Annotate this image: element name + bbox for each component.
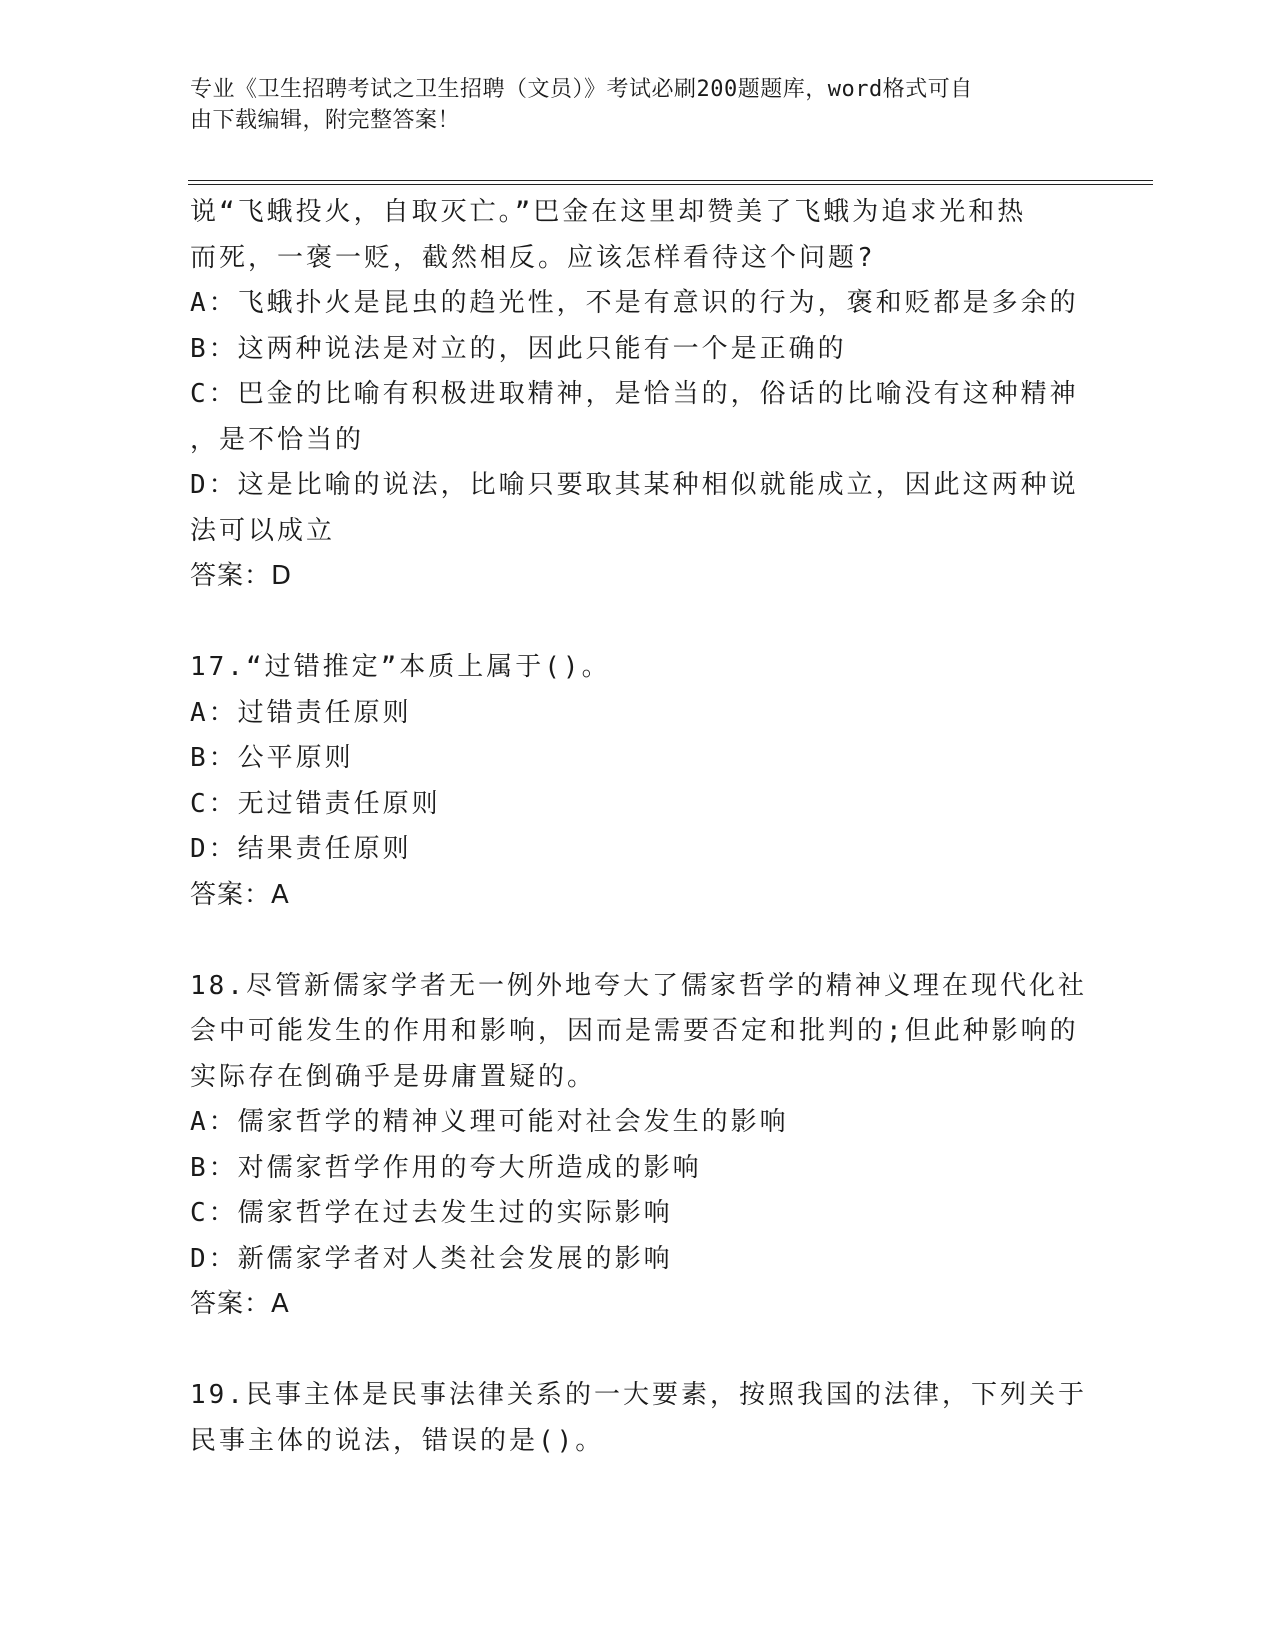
option-b: B：对儒家哲学作用的夸大所造成的影响 [190, 1152, 702, 1183]
header-line: 专业《卫生招聘考试之卫生招聘（文员）》考试必刷200题题库，word格式可自 [190, 77, 973, 102]
option-d: D：新儒家学者对人类社会发展的影响 [190, 1243, 673, 1274]
header-line: 由下载编辑，附完整答案！ [190, 108, 461, 133]
option-a: A：儒家哲学的精神义理可能对社会发生的影响 [190, 1107, 789, 1137]
header-divider [188, 184, 1153, 185]
question-stem: 17.“过错推定”本质上属于()。 [190, 652, 611, 682]
question-stem: 会中可能发生的作用和影响，因而是需要否定和批判的;但此种影响的 [190, 1016, 1079, 1046]
question-19 [190, 1373, 1090, 1464]
option-d-continued: 法可以成立 [190, 515, 336, 546]
question-stem: 民事主体的说法，错误的是()。 [190, 1425, 605, 1456]
answer: 答案：D [190, 561, 293, 591]
spacer [190, 918, 1090, 964]
option-d: D：这是比喻的说法，比喻只要取其某种相似就能成立，因此这两种说 [190, 470, 1079, 500]
question-17 [190, 645, 1090, 918]
option-d: D：结果责任原则 [190, 834, 412, 864]
answer: 答案：A [190, 879, 290, 910]
option-c: C：儒家哲学在过去发生过的实际影响 [190, 1198, 673, 1228]
option-c: C：巴金的比喻有积极进取精神，是恰当的，俗话的比喻没有这种精神 [190, 379, 1079, 409]
question-stem: 实际存在倒确乎是毋庸置疑的。 [190, 1061, 597, 1092]
question-stem: 说“飞蛾投火，自取灭亡。”巴金在这里却赞美了飞蛾为追求光和热 [190, 197, 1027, 227]
header-divider [188, 180, 1153, 181]
page-header [190, 74, 1070, 136]
option-c-continued: ，是不恰当的 [190, 424, 365, 455]
question-stem: 18.尽管新儒家学者无一例外地夸大了儒家哲学的精神义理在现代化社 [190, 970, 1087, 1001]
spacer [190, 1328, 1090, 1374]
question-list [190, 190, 1090, 1464]
answer: 答案：A [190, 1289, 290, 1319]
option-b: B：公平原则 [190, 743, 354, 773]
option-c: C：无过错责任原则 [190, 788, 441, 819]
question-16 [190, 190, 1090, 600]
spacer [190, 600, 1090, 646]
option-a: A：过错责任原则 [190, 697, 412, 728]
question-stem: 19.民事主体是民事法律关系的一大要素，按照我国的法律，下列关于 [190, 1380, 1087, 1410]
question-18 [190, 964, 1090, 1328]
option-b: B：这两种说法是对立的，因此只能有一个是正确的 [190, 333, 847, 364]
question-stem: 而死，一褒一贬，截然相反。应该怎样看待这个问题? [190, 242, 876, 273]
option-a: A：飞蛾扑火是昆虫的趋光性，不是有意识的行为，褒和贬都是多余的 [190, 288, 1079, 318]
